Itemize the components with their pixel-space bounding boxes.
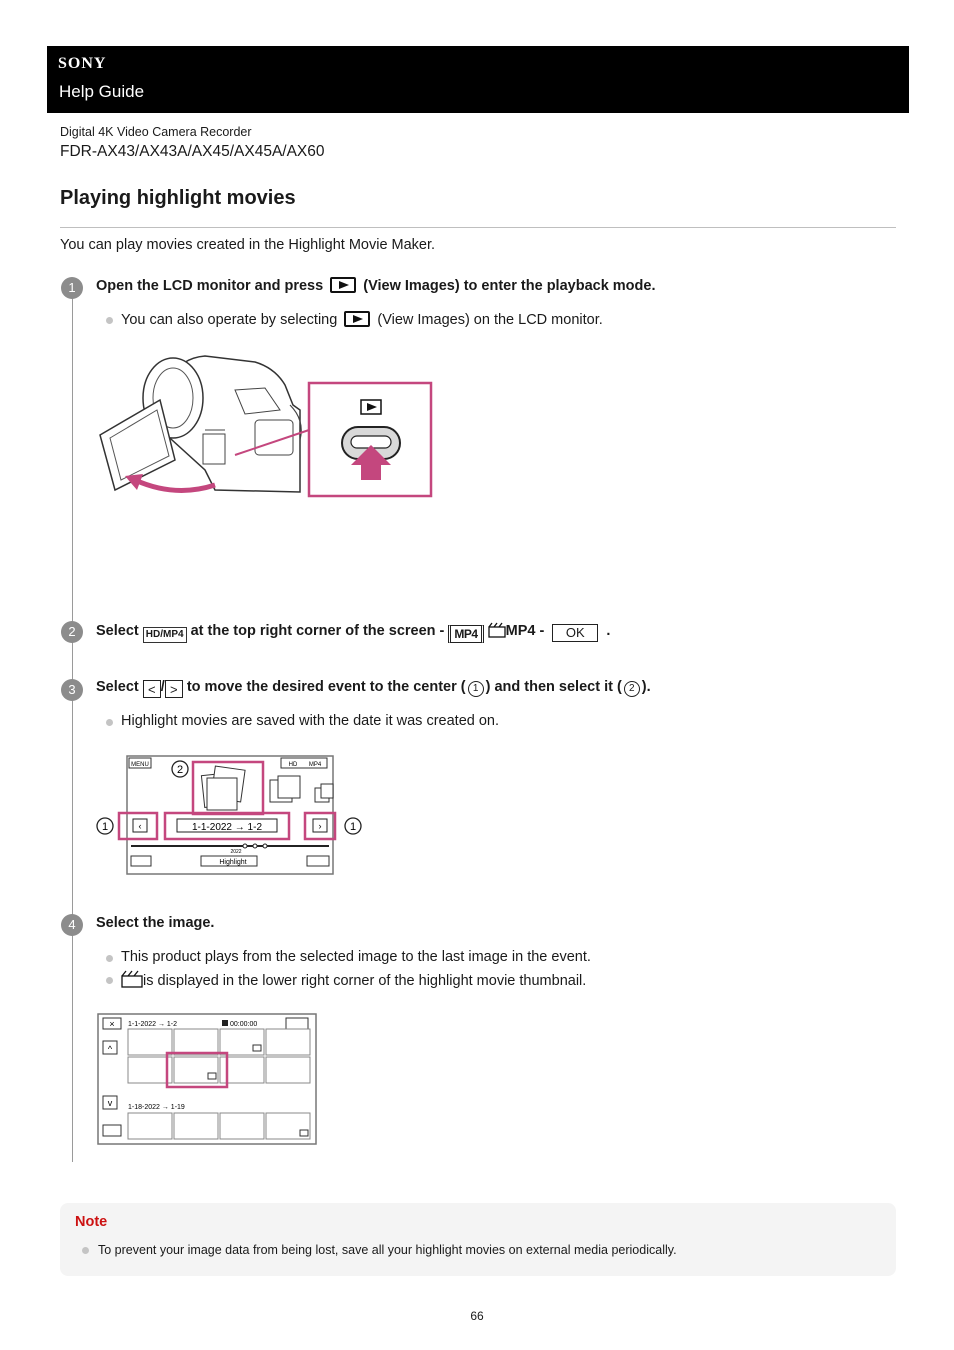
product-model: FDR-AX43/AX43A/AX45/AX45A/AX60 xyxy=(60,143,325,160)
close-icon[interactable]: × xyxy=(109,1019,115,1029)
steps-timeline xyxy=(72,290,73,1162)
note-box xyxy=(60,1203,896,1276)
timecode: 00:00:00 xyxy=(230,1021,258,1028)
callout-1-left: 1 xyxy=(101,821,109,833)
step-1-badge: 1 xyxy=(61,277,83,299)
hd-mp4-icon: HD/MP4 xyxy=(143,627,187,643)
event-date-range: 1-1-2022 → 1-2 xyxy=(191,822,263,833)
step-2-badge: 2 xyxy=(61,621,83,643)
callout-number-2: 2 xyxy=(624,681,640,697)
header-bar xyxy=(47,46,909,113)
bullet-dot xyxy=(106,317,113,324)
view-images-icon xyxy=(330,277,356,293)
thumbnail-grid-illustration xyxy=(95,1011,319,1147)
event-view-screen-illustration xyxy=(95,752,367,877)
note-text: To prevent your image data from being lost, save all your highlight movies on external media periodically. xyxy=(98,1243,677,1257)
note-title: Note xyxy=(75,1214,108,1230)
step-4-bullet-1: This product plays from the selected image to the last image in the event. xyxy=(121,949,591,965)
step-3-text: Select < / > to move the desired event to the center ( 1 ) and then select it ( 2 ). xyxy=(96,679,651,697)
scroll-up-icon[interactable]: ^ xyxy=(107,1044,113,1054)
step-4-badge: 4 xyxy=(61,914,83,936)
scroll-down-icon[interactable]: v xyxy=(107,1098,113,1108)
page-title: Playing highlight movies xyxy=(60,187,296,209)
hd-label: HD xyxy=(288,762,298,768)
step-3-badge: 3 xyxy=(61,679,83,701)
mp4-label: MP4 xyxy=(308,762,322,768)
previous-arrow-icon: < xyxy=(143,680,161,698)
callout-1-right: 1 xyxy=(349,821,357,833)
event-date-2: 1-18-2022 → 1-19 xyxy=(128,1104,185,1111)
intro-text: You can play movies created in the Highlight Movie Maker. xyxy=(60,237,436,253)
left-arrow[interactable]: ‹ xyxy=(138,821,142,831)
help-guide-label[interactable]: Help Guide xyxy=(59,82,145,101)
callout-2: 2 xyxy=(176,764,184,776)
step-2-text: Select HD/MP4 at the top right corner of the screen - MP4 MP4 - OK . xyxy=(96,623,611,641)
clapperboard-icon xyxy=(488,622,506,638)
step-1-bullet: You can also operate by selecting (View Images) on the LCD monitor. xyxy=(121,312,603,328)
step-1-text: Open the LCD monitor and press (View Images) to enter the playback mode. xyxy=(96,278,656,294)
title-divider xyxy=(60,227,896,228)
right-arrow[interactable]: › xyxy=(318,821,322,831)
step-4-bullet-2: is displayed in the lower right corner of the highlight movie thumbnail. xyxy=(121,970,586,989)
ok-button-icon: OK xyxy=(552,624,598,642)
bullet-dot xyxy=(82,1247,89,1254)
step-3-bullet: Highlight movies are saved with the date it was created on. xyxy=(121,713,500,729)
clapperboard-icon xyxy=(121,970,143,988)
bullet-dot xyxy=(106,955,113,962)
timeline-year: 2022 xyxy=(230,849,242,855)
mp4-icon: MP4 xyxy=(448,625,483,643)
bullet-dot xyxy=(106,977,113,984)
camcorder-illustration xyxy=(95,350,435,502)
event-date-1: 1-1-2022 → 1-2 xyxy=(128,1021,178,1028)
step-4-text: Select the image. xyxy=(96,915,215,931)
page-number: 66 xyxy=(470,1309,484,1323)
callout-number-1: 1 xyxy=(468,681,484,697)
brand-logo: SONY xyxy=(58,55,107,72)
view-images-icon xyxy=(344,311,370,327)
menu-label: MENU xyxy=(131,762,149,768)
product-type: Digital 4K Video Camera Recorder xyxy=(60,125,252,139)
next-arrow-icon: > xyxy=(165,680,183,698)
highlight-label: Highlight xyxy=(219,859,247,866)
bullet-dot xyxy=(106,719,113,726)
